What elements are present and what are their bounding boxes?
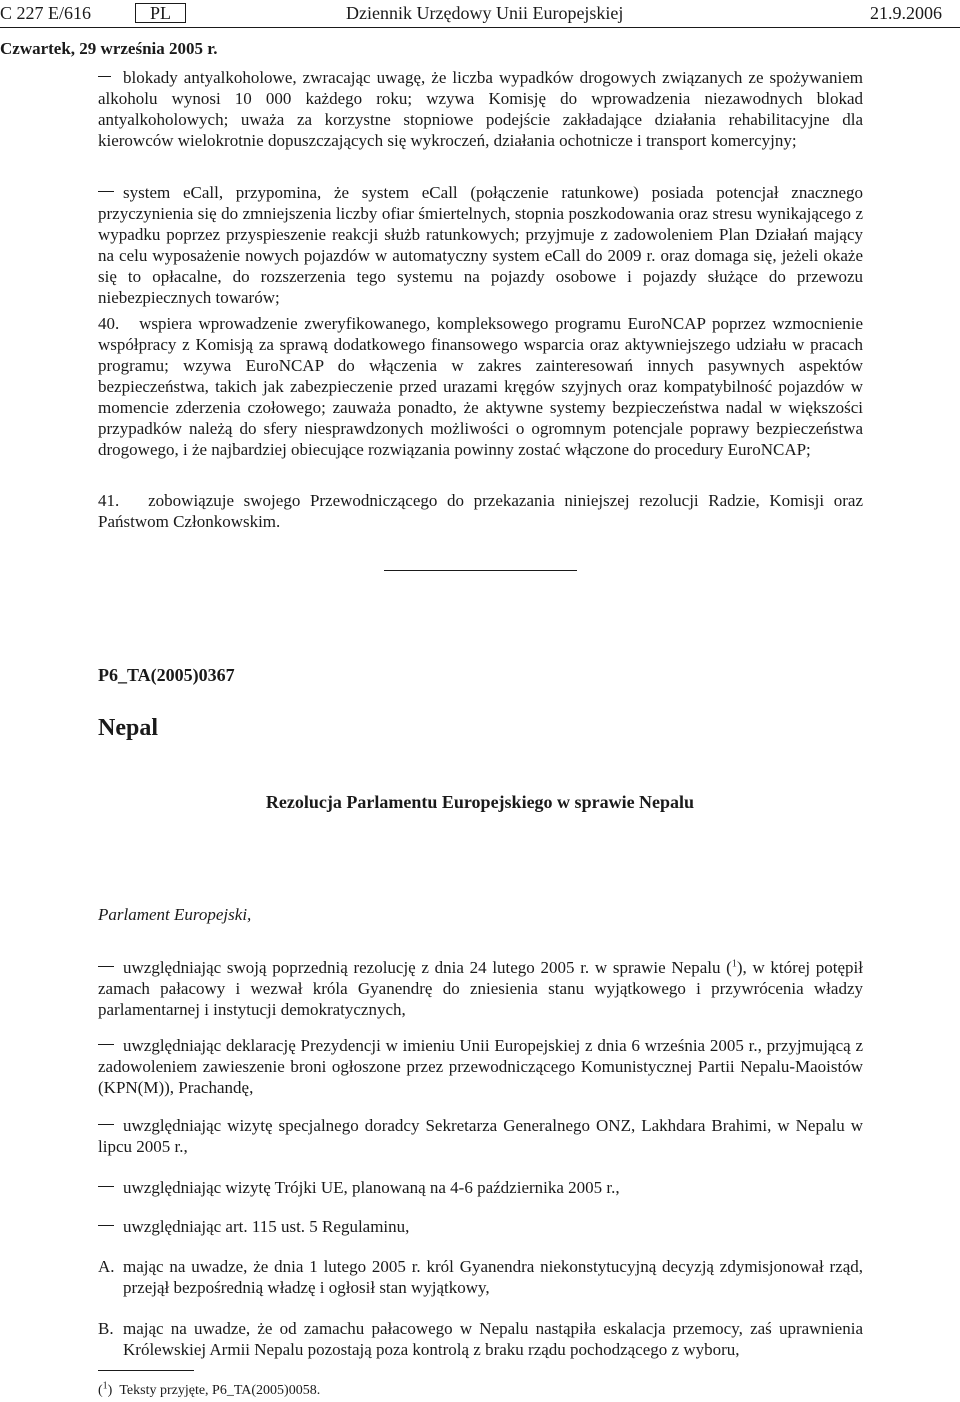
- recital-letter: A.: [98, 1257, 115, 1276]
- list-item: system eCall, przypomina, że system eCall (połączenie ratunkowe) posiada potencjał znacznego przyczynienia się do zmniejszenia liczby ofiar śmiertelnych, stopnia poszkodowania oraz stresu wynikającego z wypadku poprzez przyspieszenie reakcji służb ratunkowych; przyjmuje z zadowoleniem Plan Działań mający na celu wyposażenie nowych pojazdów w automatyczny system eCall do 2009 r. oraz domaga się, jeżeli okaże się to opłacalne, do rozszerzenia tego systemu na pojazdy osobowe i pojazdy służące do przewozu niebezpiecznych towarów;: [98, 183, 863, 307]
- header-rule: [0, 27, 960, 28]
- numbered-paragraph: [98, 490, 863, 532]
- citation-item: uwzględniając swoją poprzednią rezolucję z dnia 24 lutego 2005 r. w sprawie Nepalu ($^1$), w której potępił zamach pałacowy i wezwał króla Gyanendrę do zniesienia stanu wyjątkowego i przywrócenia władzy parlamentarnej i instytucji demokratycznych,: [98, 958, 863, 1019]
- footnote-ref: 1: [731, 958, 737, 970]
- language-badge: [135, 2, 186, 24]
- citation-item: uwzględniając wizytę Trójki UE, planowaną na 4-6 października 2005 r.,: [123, 1178, 620, 1197]
- document-subtitle: Rezolucja Parlamentu Europejskiego w sprawie Nepalu: [265, 792, 695, 812]
- recital-text: mając na uwadze, że dnia 1 lutego 2005 r. król Gyanendra niekonstytucyjną decyzją zdymisjonował rząd, przejął bezpośrednią władzę i ogłosił stan wyjątkowy,: [123, 1257, 863, 1297]
- document-title: Nepal: [98, 715, 158, 741]
- language-code: PL: [135, 3, 186, 23]
- journal-reference: C 227 E/616: [0, 3, 92, 23]
- publication-date: 21.9.2006: [870, 3, 942, 23]
- intro-line: Parlament Europejski,: [98, 905, 252, 924]
- footnote-rule: [98, 1370, 194, 1371]
- paragraph-number: 40.: [98, 314, 120, 333]
- recital-text: mając na uwadze, że od zamachu pałacowego w Nepalu nastąpiła eskalacja przemocy, zaś uprawnienia Królewskiej Armii Nepalu pozostają poza kontrolą z braku rządu pochodzącego z wyboru,: [123, 1319, 863, 1359]
- document-code: P6_TA(2005)0367: [98, 665, 235, 685]
- section-separator: [384, 570, 577, 571]
- citation-item: uwzględniając art. 115 ust. 5 Regulaminu,: [123, 1217, 410, 1236]
- footnote-text: Teksty przyjęte, P6_TA(2005)0058.: [119, 1383, 321, 1398]
- paragraph-number: 41.: [98, 491, 120, 510]
- footnote-mark: 1: [102, 1380, 108, 1392]
- paragraph-text: wspiera wprowadzenie zweryfikowanego, kompleksowego programu EuroNCAP poprzez wzmocnienie współpracy z Komisją za sprawą dodatkowego finansowego wsparcia oraz aktywniejszego udziału w pracach programu; wzywa EuroNCAP do włączenia w zakres zainteresowań innych pasywnych aspektów bezpieczeństwa, takich jak zabezpieczenie przed urazami kręgów szyjnych oraz kompatybilność pojazdów w momencie zderzenia czołowego; zauważa ponadto, że aktywne systemy bezpieczeństwa nadal w większości przypadków należą do sfery niesprawdzonych możliwości o ogromnym potencjale poprawy bezpieczeństwa drogowego, i że najbardziej obiecujące rozwiązania powinny zostać włączone do procedury EuroNCAP;: [98, 314, 863, 459]
- journal-name: Dziennik Urzędowy Unii Europejskiej: [346, 3, 624, 23]
- recital-letter: B.: [98, 1319, 114, 1338]
- footnote: ($^1$) Teksty przyjęte, P6_TA(2005)0058.: [98, 1380, 321, 1398]
- citation-item: uwzględniając deklarację Prezydencji w imieniu Unii Europejskiej z dnia 6 września 2005 r., przyjmującą z zadowoleniem zawieszenie broni ogłoszone przez przewodniczącego Komunistycznej Partii Nepalu-Maoistów (KPN(M)), Prachandę,: [98, 1036, 863, 1097]
- list-item: blokady antyalkoholowe, zwracając uwagę, że liczba wypadków drogowych związanych ze spożywaniem alkoholu wynosi 10 000 każdego roku; wzywa Komisję do wprowadzenia niezawodnych blokad antyalkoholowych; uważa za korzystne stopniowe podejście zakładające działania rehabilitacyjne dla kierowców wielokrotnie dopuszczających się wykroczeń, działania ochotnicze i transport komercyjny;: [98, 68, 863, 150]
- citation-item: uwzględniając wizytę specjalnego doradcy Sekretarza Generalnego ONZ, Lakhdara Brahimi, w Nepalu w lipcu 2005 r.,: [98, 1116, 863, 1156]
- numbered-paragraph: [98, 313, 863, 460]
- sitting-date: Czwartek, 29 września 2005 r.: [0, 39, 218, 58]
- paragraph-text: zobowiązuje swojego Przewodniczącego do przekazania niniejszej rezolucji Radzie, Komisji oraz Państwom Członkowskim.: [98, 491, 863, 531]
